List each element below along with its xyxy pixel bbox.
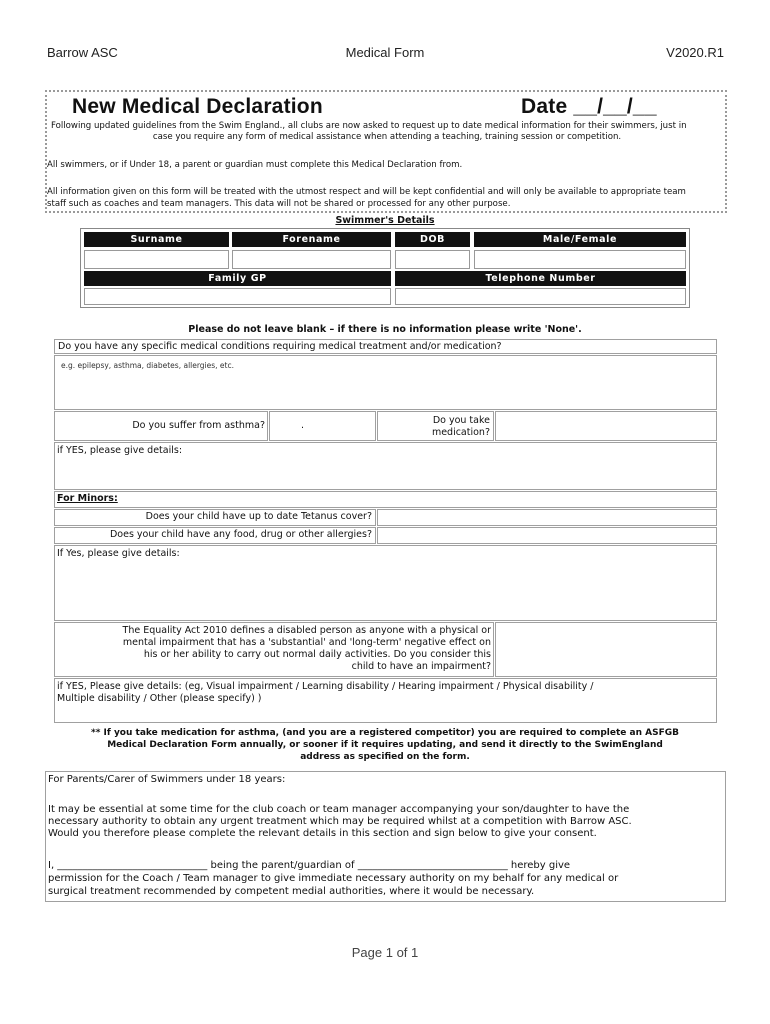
consent-paragraph-2-line-3: surgical treatment recommended by competent medial authorities, where it would be necessary. xyxy=(48,886,535,897)
swimmer-details-title: Swimmer's Details xyxy=(335,215,435,226)
intro-paragraph-3-line-1: All information given on this form will be treated with the utmost respect and will be kept confidential and will only be available to appropriate team xyxy=(47,187,686,197)
consent-paragraph-1-line-3: Would you therefore please complete the relevant details in this section and sign below to give your consent. xyxy=(48,828,597,839)
header-form-name: Medical Form xyxy=(345,45,425,60)
dob-header: DOB xyxy=(395,232,470,247)
medical-conditions-hint: e.g. epilepsy, asthma, diabetes, allergies, etc. xyxy=(61,361,234,370)
medication-question-line-2: medication? xyxy=(431,427,490,438)
medical-conditions-question: Do you have any specific medical conditions requiring medical treatment and/or medication? xyxy=(58,341,502,352)
allergies-answer-input[interactable] xyxy=(377,527,717,544)
allergies-question: Does your child have any food, drug or other allergies? xyxy=(109,529,372,540)
telephone-header: Telephone Number xyxy=(395,271,686,286)
form-title: New Medical Declaration xyxy=(72,95,323,118)
impairment-answer-input[interactable] xyxy=(495,622,717,677)
medical-details-label: if YES, please give details: xyxy=(57,445,183,456)
impairment-details-line-1: if YES, Please give details: (eg, Visual impairment / Learning disability / Hearing impairment / Physical disability / xyxy=(57,681,594,692)
telephone-input[interactable] xyxy=(395,288,686,305)
page-number: Page 1 of 1 xyxy=(351,945,419,960)
family-gp-header: Family GP xyxy=(84,271,391,286)
tetanus-answer-input[interactable] xyxy=(377,509,717,526)
asfgb-warning xyxy=(46,727,724,763)
consent-paragraph-2-line-2: permission for the Coach / Team manager to give immediate necessary authority on my behalf for any medical or xyxy=(48,873,619,884)
intro-paragraph-2: All swimmers, or if Under 18, a parent or guardian must complete this Medical Declaration from. xyxy=(47,160,463,170)
blank-warning-note: Please do not leave blank – if there is no information please write 'None'. xyxy=(188,324,582,335)
intro-paragraph-3-line-2: staff such as coaches and team managers. This data will not be shared or processed for any other purpose. xyxy=(47,199,511,209)
consent-signature-line[interactable]: I, ______________________________ being the parent/guardian of ______________________________ hereby give xyxy=(48,860,571,871)
gender-input[interactable] xyxy=(474,250,686,269)
surname-input[interactable] xyxy=(84,250,229,269)
asthma-answer-input[interactable] xyxy=(269,411,376,441)
surname-header: Surname xyxy=(84,232,229,247)
consent-paragraph-1-line-2: necessary authority to obtain any urgent treatment which may be required whilst at a competition with Barrow ASC. xyxy=(48,816,632,827)
intro-paragraph-1-line-2: case you require any form of medical assistance when attending a teaching, training session or competition. xyxy=(152,132,622,142)
consent-paragraph-1-line-1: It may be essential at some time for the club coach or team manager accompanying your son/daughter to have the xyxy=(48,804,630,815)
header-club-name: Barrow ASC xyxy=(47,45,118,60)
intro-paragraph-1-line-1: Following updated guidelines from the Swim England., all clubs are now asked to request up to date medical information for their swimmers, just in xyxy=(51,121,687,131)
equality-line-4: child to have an impairment? xyxy=(351,661,491,672)
gender-header: Male/Female xyxy=(474,232,686,247)
consent-heading: For Parents/Carer of Swimmers under 18 years: xyxy=(48,774,286,785)
tetanus-question: Does your child have up to date Tetanus cover? xyxy=(145,511,372,522)
asthma-question: Do you suffer from asthma? xyxy=(132,420,265,431)
impairment-details-line-2: Multiple disability / Other (please specify) ) xyxy=(57,693,262,704)
medication-question-line-1: Do you take xyxy=(432,415,490,426)
forename-header: Forename xyxy=(232,232,391,247)
asfgb-warning-line-1: ** If you take medication for asthma, (and you are a registered competitor) you are required to complete an ASFGB xyxy=(91,728,679,738)
header-version: V2020.R1 xyxy=(666,45,724,60)
asfgb-warning-line-2: Medical Declaration Form annually, or sooner if it requires updating, and send it directly to the SwimEngland xyxy=(107,740,663,750)
family-gp-input[interactable] xyxy=(84,288,391,305)
date-field[interactable]: Date __/__/__ xyxy=(521,95,657,118)
forename-input[interactable] xyxy=(232,250,391,269)
minors-header-row xyxy=(54,491,717,508)
medication-answer-input[interactable] xyxy=(495,411,717,441)
dob-input[interactable] xyxy=(395,250,470,269)
allergies-details-label: If Yes, please give details: xyxy=(57,548,180,559)
minors-title: For Minors: xyxy=(57,493,118,504)
equality-line-1: The Equality Act 2010 defines a disabled person as anyone with a physical or xyxy=(122,625,491,636)
equality-line-2: mental impairment that has a 'substantial' and 'long-term' negative effect on xyxy=(122,637,491,648)
asfgb-warning-line-3: address as specified on the form. xyxy=(300,752,470,762)
asthma-answer-value: . xyxy=(301,420,305,431)
equality-line-3: his or her ability to carry out normal daily activities. Do you consider this xyxy=(143,649,491,660)
